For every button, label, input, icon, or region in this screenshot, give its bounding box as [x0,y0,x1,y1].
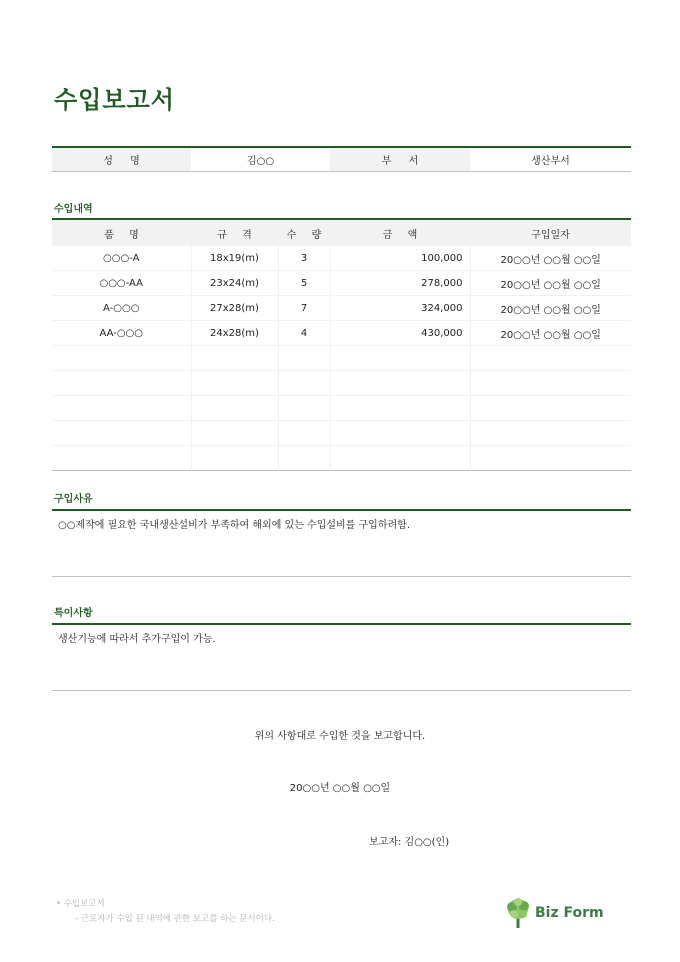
footer-note [56,897,275,927]
table-cell [278,371,330,396]
table-cell: 278,000 [330,271,470,296]
report-date: 20○○년 ○○월 ○○일 [289,783,391,794]
table-row [52,446,631,471]
table-cell [470,421,631,446]
table-cell: A-○○○ [52,296,191,321]
table-cell [470,446,631,471]
table-cell [330,446,470,471]
table-cell: 24x28(m) [191,321,278,346]
table-row [52,246,631,271]
remarks-text: 생산기능에 따라서 추가구입이 가능. [58,634,216,645]
table-cell [278,421,330,446]
table-row [52,321,631,346]
table-cell: 23x24(m) [191,271,278,296]
table-cell [278,396,330,421]
table-header-row [52,219,631,246]
table-row [52,296,631,321]
table-cell [191,371,278,396]
table-cell [278,346,330,371]
table-cell [330,421,470,446]
footer-description: - 근로자가 수입 된 내역에 관한 보고를 하는 문서이다. [75,914,275,924]
table-cell: 7 [278,296,330,321]
column-header: 금 액 [330,219,470,246]
table-cell [191,421,278,446]
table-cell: ○○○-AA [52,271,191,296]
table-cell [191,396,278,421]
table-cell: 100,000 [330,246,470,271]
reason-box [52,509,631,577]
reporter-signature: 보고자: 김○○(인) [369,837,450,848]
table-cell [330,371,470,396]
table-row [52,371,631,396]
report-statement: 위의 사항대로 수입한 것을 보고합니다. [254,731,426,742]
table-row [52,271,631,296]
bizform-logo [504,897,604,929]
table-cell: 4 [278,321,330,346]
table-cell [278,446,330,471]
dept-label: 부 서 [330,147,470,172]
table-row [52,346,631,371]
footer-title: • 수입보고서 [56,899,105,909]
logo-text: Biz Form [535,905,604,921]
column-header: 규 격 [191,219,278,246]
table-cell [52,396,191,421]
import-details-heading: 수입내역 [54,204,93,215]
info-table [52,146,631,172]
table-cell: 430,000 [330,321,470,346]
document-title: 수입보고서 [54,86,175,114]
table-cell [470,371,631,396]
table-cell: 27x28(m) [191,296,278,321]
table-cell [470,346,631,371]
table-row [52,396,631,421]
table-cell: AA-○○○ [52,321,191,346]
table-cell [470,396,631,421]
table-cell: 20○○년 ○○월 ○○일 [470,296,631,321]
table-cell: 20○○년 ○○월 ○○일 [470,246,631,271]
name-label: 성 명 [52,147,191,172]
column-header: 품 명 [52,219,191,246]
table-cell [330,396,470,421]
column-header: 수 량 [278,219,330,246]
tree-icon [504,897,532,929]
table-cell: 20○○년 ○○월 ○○일 [470,321,631,346]
table-cell [330,346,470,371]
table-row [52,421,631,446]
table-cell: 18x19(m) [191,246,278,271]
table-cell [191,346,278,371]
table-cell [191,446,278,471]
table-cell: 3 [278,246,330,271]
reason-heading: 구입사유 [54,494,93,505]
table-cell [52,371,191,396]
name-value: 김○○ [246,156,275,167]
import-details-table [52,218,631,471]
remarks-heading: 특이사항 [54,608,93,619]
table-cell: 5 [278,271,330,296]
column-header: 구입일자 [470,219,631,246]
remarks-box [52,623,631,691]
table-cell [52,421,191,446]
dept-value: 생산부서 [531,156,570,167]
reason-text: ○○제작에 필요한 국내생산설비가 부족하여 해외에 있는 수입설비를 구입하려함. [58,520,411,531]
table-cell: ○○○-A [52,246,191,271]
table-cell [52,446,191,471]
table-cell: 324,000 [330,296,470,321]
table-cell: 20○○년 ○○월 ○○일 [470,271,631,296]
table-cell [52,346,191,371]
